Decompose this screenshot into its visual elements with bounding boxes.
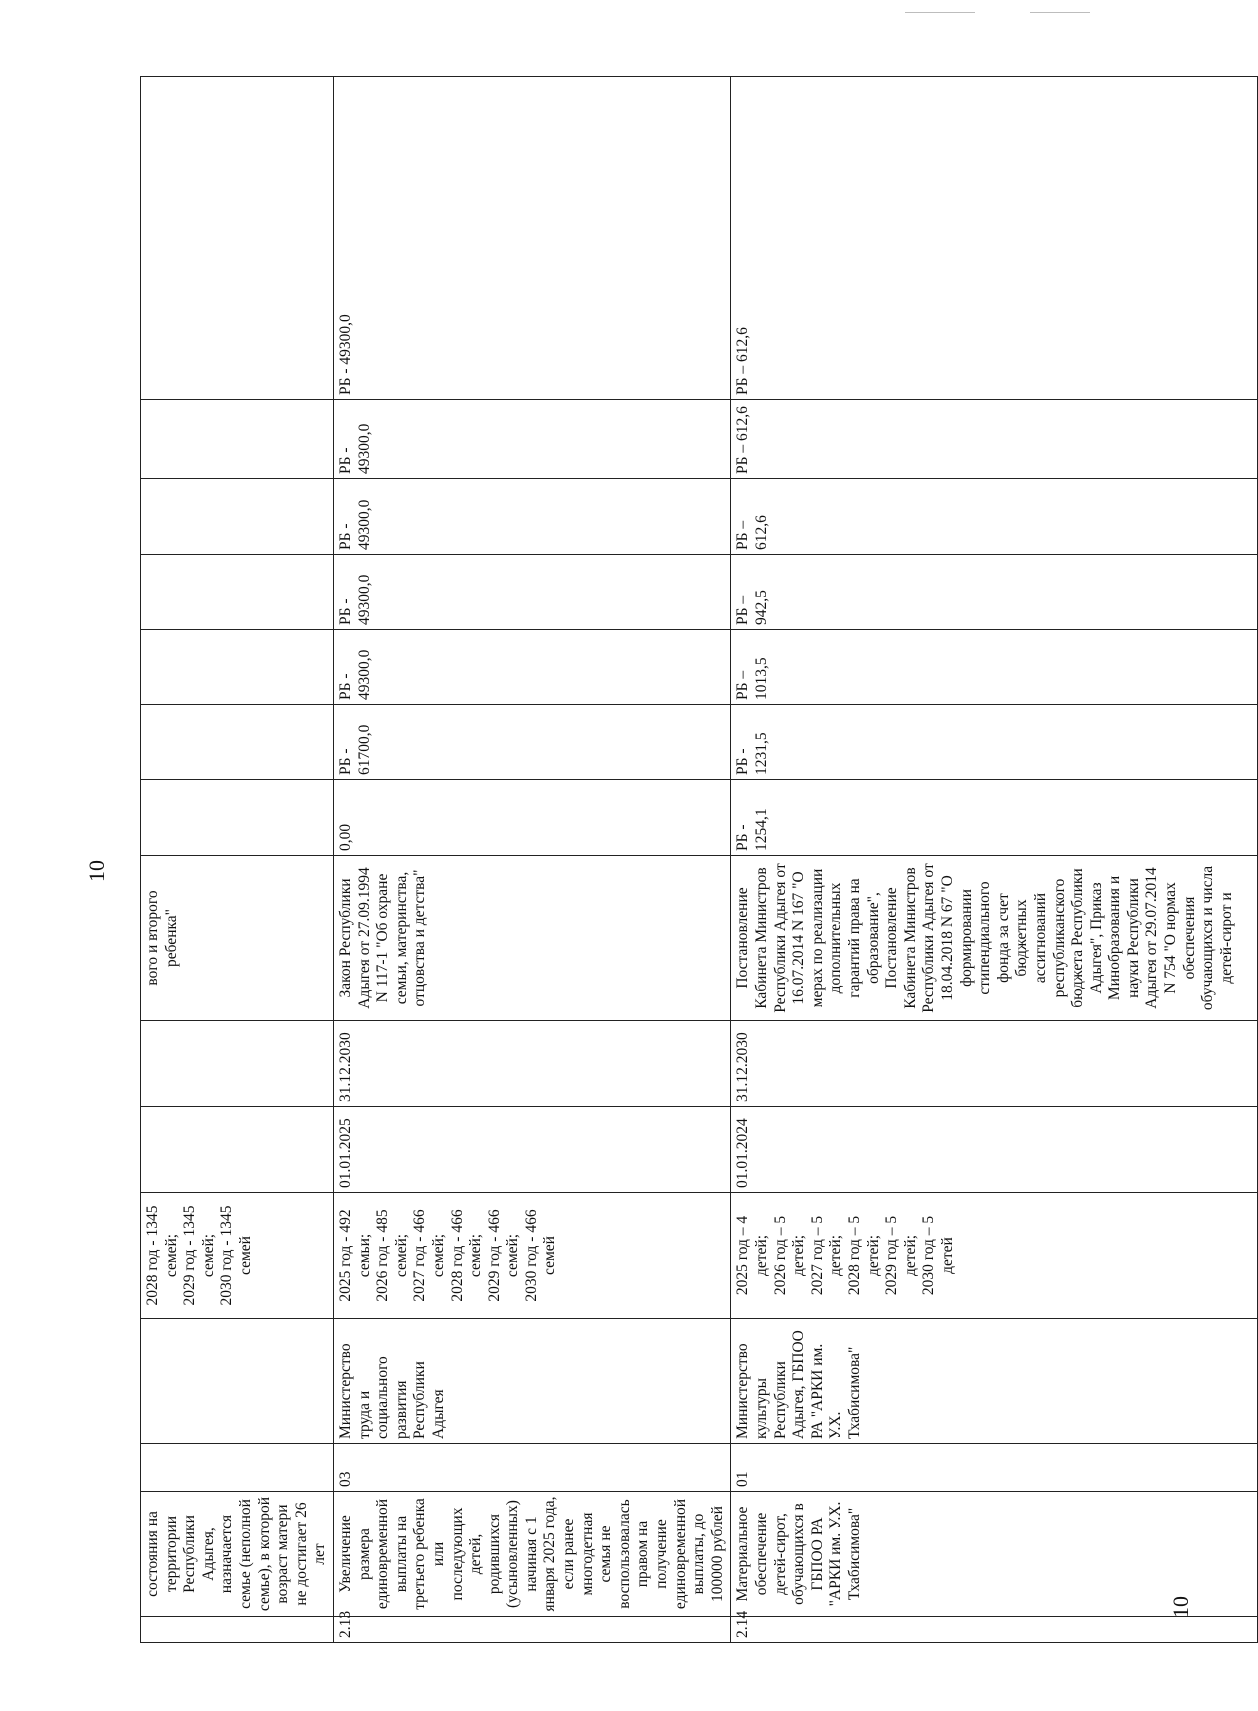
executor-cell — [141, 1319, 334, 1444]
indicator-line: 2029 год - 466 семей; — [485, 1209, 522, 1302]
legal-basis-cell: Закон Республики Адыгея от 27.09.1994 N 117-1 "Об охране семьи, материнства, отцовства и детства" — [333, 856, 730, 1021]
funding-2029-cell: РБ - 49300,0 — [333, 400, 730, 479]
funding-2025-cell — [141, 705, 334, 780]
indicator-line: 2026 год – 5 детей; — [771, 1215, 808, 1296]
indicator-cell — [333, 1193, 730, 1319]
table-row — [731, 77, 1258, 1643]
measure-name-cell: состояния на территории Республики Адыгея, назначается семье (неполной семье), в которой возраст матери не достигает 26 лет — [141, 1492, 334, 1617]
indicator-line: 2030 год - 466 семей — [522, 1209, 559, 1302]
indicator-line: 2027 год – 5 детей; — [808, 1215, 845, 1296]
funding-2028-cell: РБ - 49300,0 — [333, 479, 730, 555]
funding-2028-cell: РБ – 612,6 — [731, 479, 1258, 555]
funding-2027-cell — [141, 555, 334, 630]
indicator-line: 2027 год - 466 семей; — [411, 1209, 447, 1302]
indicator-line: 2026 год - 485 семей; — [374, 1209, 410, 1302]
scan-artifact-line — [905, 12, 975, 13]
funding-2029-cell: РБ – 612,6 — [731, 400, 1258, 479]
measure-name-cell: Увеличение размера единовременной выплаты на третьего ребенка или последующих детей, родившихся (усыновленных) начиная с 1 января 2025 года, если ранее многодетная семья не воспользовалась правом на получение единовременной выплаты, до 100000 рублей — [333, 1492, 730, 1617]
scan-artifact-line — [1030, 12, 1090, 13]
page-number-bottom: 10 — [1168, 1596, 1193, 1618]
indicator-cell — [141, 1193, 334, 1319]
row-number-cell: 2.13 — [333, 1617, 730, 1643]
funding-2029-cell — [141, 400, 334, 479]
end-date-cell: 31.12.2030 — [731, 1021, 1258, 1107]
funding-2030-cell — [141, 77, 334, 400]
end-date-cell: 31.12.2030 — [333, 1021, 730, 1107]
indicator-line: 2025 год - 492 семьи; — [336, 1209, 373, 1302]
indicator-line: 2029 год - 1345 семей; — [181, 1205, 217, 1306]
start-date-cell: 01.01.2025 — [333, 1107, 730, 1193]
page-number: 10 — [84, 860, 109, 882]
row-number-cell: 2.14 — [731, 1617, 1258, 1643]
funding-2025-cell: РБ - 61700,0 — [333, 705, 730, 780]
funding-2026-cell: РБ – 1013,5 — [731, 630, 1258, 705]
indicator-line: 2028 год – 5 детей; — [845, 1215, 882, 1296]
funding-2026-cell — [141, 630, 334, 705]
funding-2028-cell — [141, 479, 334, 555]
code-cell: 03 — [333, 1444, 730, 1492]
indicator-cell — [731, 1193, 1258, 1319]
row-number-cell — [141, 1617, 334, 1643]
funding-2030-cell: РБ - 49300,0 — [333, 77, 730, 400]
funding-2024-cell: РБ - 1254,1 — [731, 780, 1258, 856]
indicator-line: 2030 год - 1345 семей — [218, 1205, 254, 1306]
code-cell: 01 — [731, 1444, 1258, 1492]
indicator-line: 2028 год - 1345 семей; — [144, 1205, 180, 1306]
funding-2025-cell: РБ - 1231,5 — [731, 705, 1258, 780]
start-date-cell: 01.01.2024 — [731, 1107, 1258, 1193]
rotated-table-container — [140, 97, 1235, 1643]
indicator-line: 2029 год – 5 детей; — [883, 1215, 919, 1296]
funding-2030-cell: РБ – 612,6 — [731, 77, 1258, 400]
start-date-cell — [141, 1107, 334, 1193]
indicator-line: 2025 год – 4 детей; — [734, 1215, 770, 1296]
legal-basis-cell: вого и второго ребенка" — [141, 856, 334, 1021]
table-row — [333, 77, 730, 1643]
indicator-line: 2030 год – 5 детей — [920, 1215, 956, 1296]
executor-cell: Министерство культуры Республики Адыгея, ГБПОО РА "АРКИ им. У.Х. Тхабисимова" — [731, 1319, 1258, 1444]
executor-cell: Министерство труда и социального развития Республики Адыгея — [333, 1319, 730, 1444]
measure-name-cell: Материальное обеспечение детей-сирот, обучающихся в ГБПОО РА "АРКИ им. У.Х. Тхабисимова" — [731, 1492, 1258, 1617]
indicator-line: 2028 год - 466 семей; — [448, 1209, 485, 1302]
program-measures-table — [140, 76, 1258, 1643]
code-cell — [141, 1444, 334, 1492]
table-row — [141, 77, 334, 1643]
funding-2027-cell: РБ – 942,5 — [731, 555, 1258, 630]
funding-2024-cell: 0,00 — [333, 780, 730, 856]
funding-2027-cell: РБ - 49300,0 — [333, 555, 730, 630]
legal-basis-cell: Постановление Кабинета Министров Республики Адыгея от 16.07.2014 N 167 "О мерах по реализации дополнительных гарантий права на образование", Постановление Кабинета Министров Республики Адыгея от 18.04.2018 N 67 "О формировании стипендиального фонда за счет бюджетных ассигнований республиканского бюджета Республики Адыгея", Приказ Минобразования и науки Республики Адыгея от 29.07.2014 N 754 "О нормах обеспечения обучающихся и числа детей-сирот и — [731, 856, 1258, 1021]
funding-2026-cell: РБ - 49300,0 — [333, 630, 730, 705]
funding-2024-cell — [141, 780, 334, 856]
end-date-cell — [141, 1021, 334, 1107]
